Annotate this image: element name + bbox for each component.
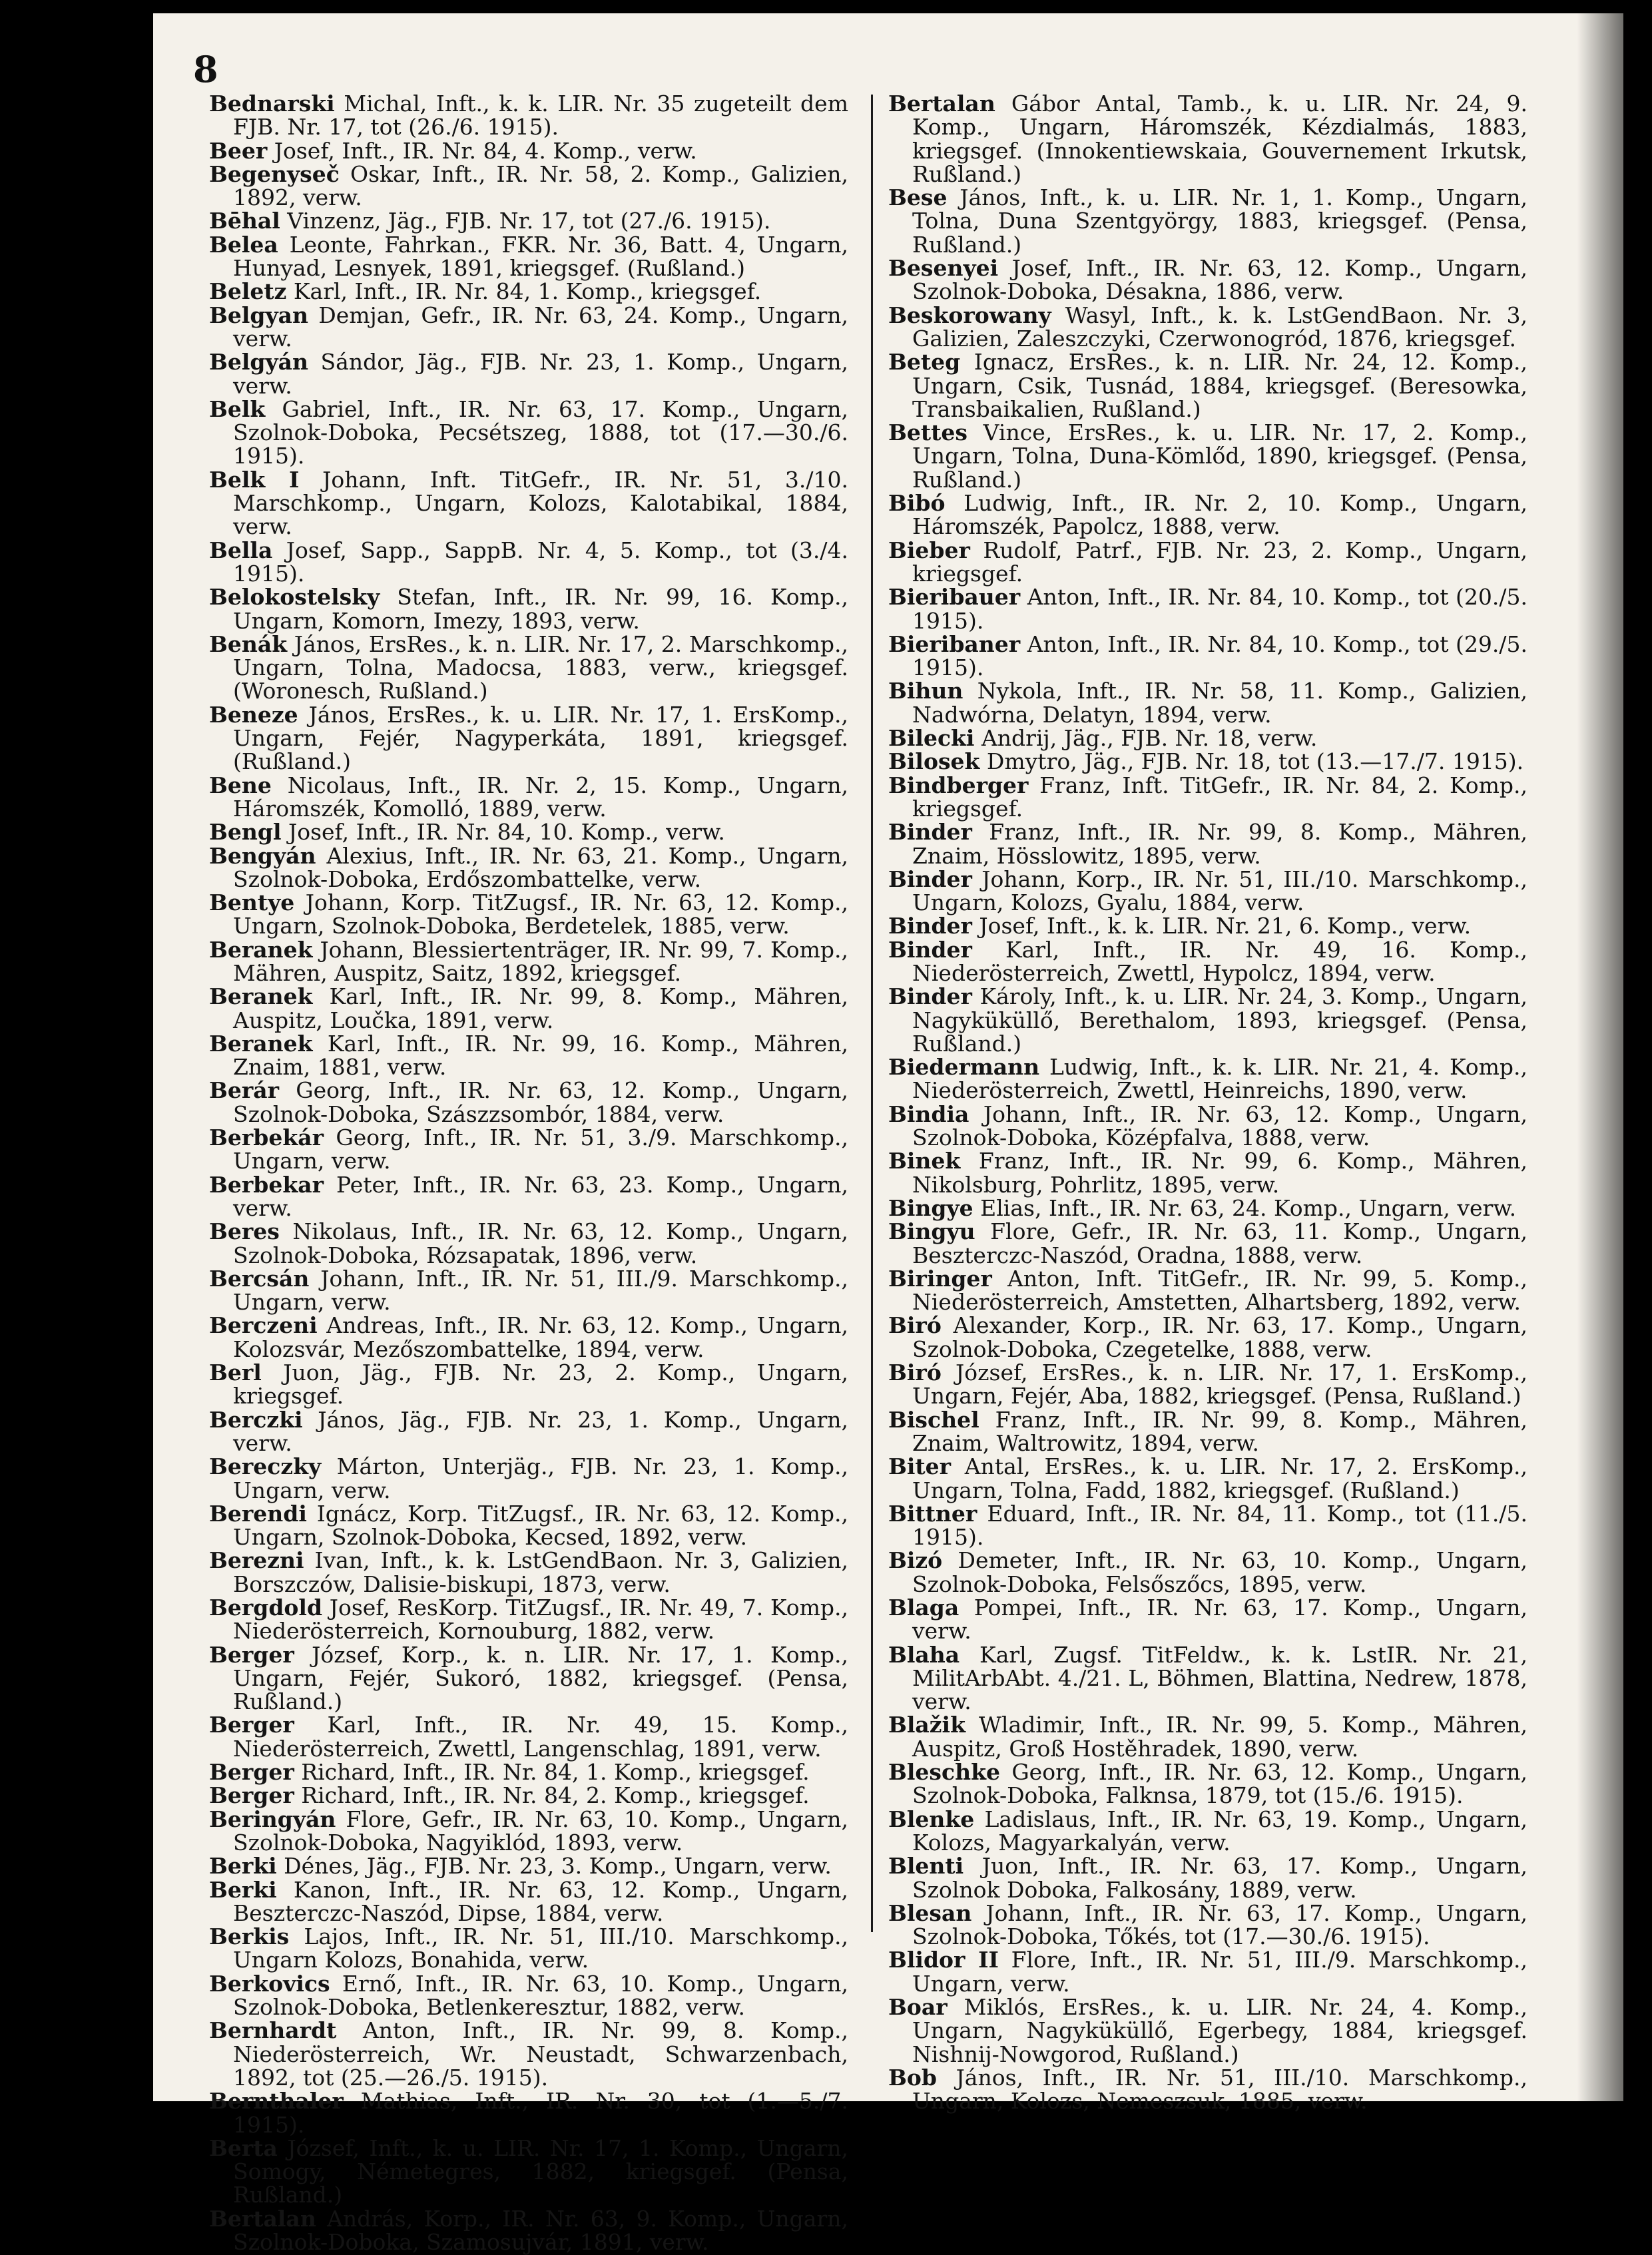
entry-surname: Berger: [209, 1759, 294, 1786]
register-entry: [888, 304, 1527, 351]
entry-details: János, ErsRes., k. n. LIR. Nr. 17, 2. Marschkomp., Ungarn, Tolna, Madocsa, 1883, verw., kriegsgef. (Woronesch, Rußland.): [233, 630, 848, 704]
register-entry: [888, 585, 1527, 632]
entry-details: Georg, Inft., IR. Nr. 63, 12. Komp., Ungarn, Szolnok-Doboka, Szászzsombór, 1884, verw.: [233, 1077, 848, 1127]
entry-details: Alexius, Inft., IR. Nr. 63, 21. Komp., Ungarn, Szolnok-Doboka, Erdőszombattelke, verw.: [233, 842, 848, 892]
entry-details: Josef, Sapp., SappB. Nr. 4, 5. Komp., tot (3./4. 1915).: [233, 537, 848, 587]
entry-details: Gábor Antal, Tamb., k. u. LIR. Nr. 24, 9. Komp., Ungarn, Háromszék, Kézdialmás, 1883, kriegsgef. (Innokentiewskaia, Gouvernement Irkutsk, Rußland.): [912, 91, 1527, 187]
entry-surname: Biró: [888, 1360, 942, 1386]
entry-details: Franz, Inft., IR. Nr. 99, 8. Komp., Mähren, Znaim, Hösslowitz, 1895, verw.: [912, 819, 1527, 869]
entry-surname: Bieribaner: [888, 630, 1021, 657]
entry-details: Demjan, Gefr., IR. Nr. 63, 24. Komp., Ungarn, verw.: [233, 302, 848, 352]
entry-details: Anton, Inft. TitGefr., IR. Nr. 99, 5. Komp., Niederösterreich, Amstetten, Alhartsberg, 1892, verw.: [912, 1265, 1527, 1316]
register-entry: [888, 1995, 1527, 2066]
entry-details: Josef, Inft., IR. Nr. 84, 4. Komp., verw.: [267, 137, 697, 164]
entry-surname: Beskorowany: [888, 302, 1051, 328]
register-entry: [209, 162, 848, 210]
entry-details: Ernő, Inft., IR. Nr. 63, 10. Komp., Ungarn, Szolnok-Doboka, Betlenkeresztur, 1882, verw.: [233, 1970, 848, 2021]
entry-surname: Bereczky: [209, 1453, 322, 1480]
entry-surname: Bercsán: [209, 1265, 310, 1292]
entry-details: Flore, Inft., IR. Nr. 51, III./9. Marschkomp., Ungarn, verw.: [912, 1947, 1527, 1997]
entry-details: Ivan, Inft., k. k. LstGendBaon. Nr. 3, Galizien, Borszczów, Dalisie-biskupi, 1873, verw.: [233, 1547, 848, 1597]
entry-surname: Bengyán: [209, 842, 316, 869]
entry-details: Johann, Korp., IR. Nr. 51, III./10. Marschkomp., Ungarn, Kolozs, Gyalu, 1884, verw.: [912, 866, 1527, 916]
entry-surname: Beletz: [209, 278, 287, 305]
entry-details: Rudolf, Patrf., FJB. Nr. 23, 2. Komp., Ungarn, kriegsgef.: [912, 537, 1527, 587]
entry-details: Karl, Inft., IR. Nr. 99, 8. Komp., Mähren, Auspitz, Loučka, 1891, verw.: [233, 983, 848, 1033]
entry-surname: Berta: [209, 2134, 278, 2161]
entry-details: Márton, Unterjäg., FJB. Nr. 23, 1. Komp., Ungarn, verw.: [233, 1453, 848, 1503]
entry-surname: Beteg: [888, 349, 961, 376]
register-entry: [209, 92, 848, 139]
register-entry: [209, 1032, 848, 1079]
entry-surname: Berezni: [209, 1547, 304, 1574]
entry-surname: Bella: [209, 537, 273, 563]
entry-details: János, Inft., k. u. LIR. Nr. 1, 1. Komp., Ungarn, Tolna, Duna Szentgyörgy, 1883, kriegsgef. (Pensa, Rußland.): [912, 184, 1527, 258]
entry-details: Georg, Inft., IR. Nr. 63, 12. Komp., Ungarn, Szolnok-Doboka, Falknsa, 1879, tot (15./6. 1915).: [912, 1759, 1527, 1809]
entry-details: József, Inft., k. u. LIR. Nr. 17, 1. Komp., Ungarn, Somogy, Németegres, 1882, kriegsgef. (Pensa, Rußland.): [233, 2134, 848, 2208]
entry-surname: Berczki: [209, 1406, 303, 1433]
register-entry: [209, 1408, 848, 1455]
entry-details: Flore, Gefr., IR. Nr. 63, 11. Komp., Ungarn, Beszterczc-Naszód, Oradna, 1888, verw.: [912, 1218, 1527, 1268]
entry-surname: Biedermann: [888, 1054, 1040, 1081]
register-entry: [209, 1878, 848, 1925]
register-entry: [888, 1713, 1527, 1760]
page-number: 8: [193, 48, 218, 91]
entry-details: Eduard, Inft., IR. Nr. 84, 11. Komp., tot (11./5. 1915).: [912, 1500, 1527, 1551]
entry-surname: Bentye: [209, 889, 295, 916]
register-entry: [888, 421, 1527, 491]
register-entry: [888, 820, 1527, 868]
entry-surname: Benák: [209, 630, 288, 657]
entry-surname: Besenyei: [888, 255, 999, 282]
entry-surname: Belokostelsky: [209, 584, 380, 611]
entry-surname: Bese: [888, 184, 948, 211]
entry-details: Anton, Inft., IR. Nr. 84, 10. Komp., tot (29./5. 1915).: [912, 630, 1527, 681]
entry-surname: Binder: [888, 866, 972, 892]
register-entry: [888, 1455, 1527, 1502]
entry-surname: Bengl: [209, 819, 282, 846]
register-entry: [209, 1502, 848, 1549]
entry-surname: Bibó: [888, 490, 946, 517]
entry-surname: Biringer: [888, 1265, 992, 1292]
entry-details: Peter, Inft., IR. Nr. 63, 23. Komp., Ungarn, verw.: [233, 1171, 848, 1221]
entry-surname: Blaha: [888, 1641, 960, 1668]
scan-edge-shadow: [1577, 13, 1623, 2101]
register-entry: [888, 1549, 1527, 1596]
entry-details: Dénes, Jäg., FJB. Nr. 23, 3. Komp., Ungarn, verw.: [276, 1853, 832, 1879]
register-entry: [209, 985, 848, 1032]
entry-details: Sándor, Jäg., FJB. Nr. 23, 1. Komp., Ungarn, verw.: [233, 349, 848, 399]
entry-surname: Bleschke: [888, 1759, 1000, 1786]
register-entry: [209, 1784, 848, 1807]
entry-surname: Berkis: [209, 1923, 290, 1950]
entry-surname: Berger: [209, 1641, 294, 1668]
register-entry: [209, 1643, 848, 1714]
entry-details: Franz, Inft. TitGefr., IR. Nr. 84, 2. Komp., kriegsgef.: [912, 772, 1527, 822]
register-entry: [209, 820, 848, 844]
entry-details: Karl, Inft., IR. Nr. 49, 15. Komp., Niederösterreich, Zwettl, Langenschlag, 1891, verw.: [233, 1712, 848, 1762]
register-entry: [209, 1126, 848, 1173]
register-entry: [888, 938, 1527, 985]
entry-surname: Bēhal: [209, 208, 280, 234]
entry-surname: Belk I: [209, 466, 300, 493]
entry-details: Gabriel, Inft., IR. Nr. 63, 17. Komp., Ungarn, Szolnok-Doboka, Pecsétszeg, 1888, tot (17.—30./6. 1915).: [233, 395, 848, 469]
entry-details: Vinzenz, Jäg., FJB. Nr. 17, tot (27./6. 1915).: [280, 208, 771, 234]
entry-surname: Belgyán: [209, 349, 309, 376]
entry-details: Nykola, Inft., IR. Nr. 58, 11. Komp., Galizien, Nadwórna, Delatyn, 1894, verw.: [912, 678, 1527, 728]
entry-details: Johann, Blessiertenträger, IR. Nr. 99, 7. Komp., Mähren, Auspitz, Saitz, 1892, kriegsgef.: [233, 936, 848, 986]
entry-details: Richard, Inft., IR. Nr. 84, 1. Komp., kriegsgef.: [294, 1759, 810, 1786]
register-entry: [888, 1103, 1527, 1150]
entry-surname: Beer: [209, 137, 268, 164]
entry-surname: Belea: [209, 231, 278, 258]
entry-surname: Bernthaler: [209, 2088, 344, 2115]
entry-surname: Berger: [209, 1712, 294, 1738]
register-entry: [209, 1854, 848, 1878]
entry-surname: Berár: [209, 1077, 280, 1104]
entry-surname: Bihun: [888, 678, 964, 704]
entry-surname: Berczeni: [209, 1312, 318, 1339]
entry-surname: Boar: [888, 1994, 948, 2021]
entry-details: Anton, Inft., IR. Nr. 84, 10. Komp., tot (20./5. 1915).: [912, 584, 1527, 634]
entry-details: Juon, Jäg., FJB. Nr. 23, 2. Komp., Ungarn, kriegsgef.: [233, 1360, 848, 1409]
register-entry: [209, 2089, 848, 2136]
entry-surname: Berbekár: [209, 1125, 324, 1151]
register-entry: [209, 1361, 848, 1408]
entry-surname: Blažik: [888, 1712, 965, 1738]
register-entry: [888, 186, 1527, 256]
entry-details: Michal, Inft., k. k. LIR. Nr. 35 zugeteilt dem FJB. Nr. 17, tot (26./6. 1915).: [233, 91, 848, 140]
entry-surname: Berbekar: [209, 1171, 324, 1198]
register-entry: [209, 703, 848, 774]
entry-details: Károly, Inft., k. u. LIR. Nr. 24, 3. Komp., Ungarn, Nagyküküllő, Berethalom, 1893, kriegsgef. (Pensa, Rußland.): [912, 983, 1527, 1057]
register-entry: [888, 539, 1527, 586]
register-entry: [209, 585, 848, 632]
entry-surname: Biter: [888, 1453, 952, 1480]
register-entry: [209, 1455, 848, 1502]
register-entry: [888, 679, 1527, 726]
register-entry: [888, 1901, 1527, 1949]
entry-details: András, Korp., IR. Nr. 63, 9. Komp., Ungarn, Szolnok-Doboka, Szamosujvár, 1891, verw.: [233, 2205, 848, 2255]
entry-details: Ladislaus, Inft., IR. Nr. 63, 19. Komp., Ungarn, Kolozs, Magyarkalyán, verw.: [912, 1806, 1527, 1856]
entry-surname: Bieribauer: [888, 584, 1021, 611]
register-entry: [209, 632, 848, 703]
entry-surname: Binder: [888, 983, 972, 1010]
register-entry: [209, 139, 848, 162]
register-entry: [888, 350, 1527, 421]
register-entry: [888, 1854, 1527, 1901]
register-entry: [888, 1808, 1527, 1855]
entry-details: Stefan, Inft., IR. Nr. 99, 16. Komp., Ungarn, Komorn, Imezy, 1893, verw.: [233, 584, 848, 634]
entry-details: Ignacz, ErsRes., k. n. LIR. Nr. 24, 12. Komp., Ungarn, Csik, Tusnád, 1884, kriegsgef. (Beresowka, Transbaikalien, Rußland.): [912, 349, 1527, 422]
register-entry: [209, 397, 848, 468]
register-entry: [888, 1948, 1527, 1995]
register-entry: [209, 1267, 848, 1314]
entry-details: Josef, Inft., k. k. LIR. Nr. 21, 6. Komp., verw.: [971, 913, 1472, 939]
entry-surname: Belgyan: [209, 302, 309, 328]
entry-surname: Beranek: [209, 1030, 313, 1057]
register-entry: [888, 1408, 1527, 1455]
register-entry: [888, 1055, 1527, 1103]
entry-details: Johann, Inft., IR. Nr. 63, 12. Komp., Ungarn, Szolnok-Doboka, Középfalva, 1888, verw.: [912, 1101, 1527, 1151]
register-entry: [888, 1149, 1527, 1196]
entry-details: Dmytro, Jäg., FJB. Nr. 18, tot (13.—17./7. 1915).: [979, 748, 1524, 775]
entry-surname: Bettes: [888, 419, 967, 446]
register-entry: [209, 2019, 848, 2089]
register-entry: [209, 1220, 848, 1267]
entry-details: Josef, ResKorp. TitZugsf., IR. Nr. 49, 7. Komp., Niederösterreich, Kornouburg, 1882, verw.: [233, 1595, 848, 1644]
entry-details: János, ErsRes., k. u. LIR. Nr. 17, 1. ErsKomp., Ungarn, Fejér, Nagyperkáta, 1891, kriegsgef. (Rußland.): [233, 701, 848, 775]
entry-surname: Biró: [888, 1312, 942, 1339]
entry-surname: Bieber: [888, 537, 970, 563]
register-entry: [888, 774, 1527, 821]
entry-details: Johann, Inft. TitGefr., IR. Nr. 51, 3./10. Marschkomp., Ungarn, Kolozs, Kalotabikal, 1884, verw.: [233, 466, 849, 540]
entry-surname: Beres: [209, 1218, 280, 1245]
entry-details: János, Jäg., FJB. Nr. 23, 1. Komp., Ungarn, verw.: [233, 1406, 848, 1456]
entry-surname: Berkovics: [209, 1970, 330, 1997]
document-page: [153, 13, 1623, 2255]
entry-details: János, Inft., IR. Nr. 51, III./10. Marschkomp., Ungarn, Kolozs, Nemeszsuk, 1885, verw.: [912, 2064, 1527, 2115]
entry-details: Josef, Inft., IR. Nr. 84, 10. Komp., verw.: [281, 819, 725, 846]
entry-surname: Bertalan: [209, 2205, 316, 2232]
entry-details: Ludwig, Inft., k. k. LIR. Nr. 21, 4. Komp., Niederösterreich, Zwettl, Heinreichs, 1890, verw.: [912, 1054, 1527, 1104]
entry-details: Oskar, Inft., IR. Nr. 58, 2. Komp., Galizien, 1892, verw.: [233, 160, 848, 211]
register-entry: [209, 1549, 848, 1596]
entry-surname: Bilosek: [888, 748, 980, 775]
entry-details: Ignácz, Korp. TitZugsf., IR. Nr. 63, 12. Komp., Ungarn, Szolnok-Doboka, Kecsed, 1892, verw.: [233, 1500, 848, 1551]
register-entry: [888, 750, 1527, 773]
entry-details: Elias, Inft., IR. Nr. 63, 24. Komp., Ungarn, verw.: [973, 1194, 1517, 1221]
entry-details: Vince, ErsRes., k. u. LIR. Nr. 17, 2. Komp., Ungarn, Tolna, Duna-Kömlőd, 1890, kriegsgef. (Pensa, Rußland.): [912, 419, 1527, 493]
register-entry: [209, 891, 848, 938]
register-entry: [209, 1314, 848, 1361]
entry-details: Johann, Inft., IR. Nr. 51, III./9. Marschkomp., Ungarn, verw.: [233, 1265, 848, 1316]
entry-surname: Bob: [888, 2064, 937, 2091]
entry-surname: Beringyán: [209, 1806, 336, 1832]
register-entry: [209, 1596, 848, 1643]
register-entry: [209, 209, 848, 232]
entry-surname: Bindberger: [888, 772, 1029, 798]
entry-surname: Blidor II: [888, 1947, 999, 1973]
entry-details: Karl, Zugsf. TitFeldw., k. k. LstIR. Nr. 21, MilitArbAbt. 4./21. L, Böhmen, Blattina, Nedrew, 1878, verw.: [912, 1641, 1527, 1715]
entry-surname: Blaga: [888, 1595, 960, 1621]
register-entry: [888, 256, 1527, 304]
entry-surname: Binder: [888, 913, 972, 939]
entry-surname: Bene: [209, 772, 272, 798]
entry-surname: Beranek: [209, 983, 313, 1010]
entry-details: Karl, Inft., IR. Nr. 84, 1. Komp., kriegsgef.: [286, 278, 762, 305]
entry-details: Antal, ErsRes., k. u. LIR. Nr. 17, 2. ErsKomp., Ungarn, Tolna, Fadd, 1882, kriegsgef. (Rußland.): [912, 1453, 1527, 1503]
register-entry: [209, 1925, 848, 1972]
register-entry: [888, 632, 1527, 680]
entry-surname: Berki: [209, 1853, 277, 1879]
entry-surname: Begenyseč: [209, 160, 340, 187]
entry-surname: Belk: [209, 395, 266, 422]
entry-details: Josef, Inft., IR. Nr. 63, 12. Komp., Ungarn, Szolnok-Doboka, Désakna, 1886, verw.: [912, 255, 1527, 305]
entry-surname: Bilecki: [888, 725, 975, 752]
entry-surname: Berendi: [209, 1500, 307, 1527]
register-entry: [888, 2066, 1527, 2113]
entry-surname: Binder: [888, 936, 972, 963]
entry-surname: Binek: [888, 1148, 961, 1174]
register-entry: [209, 1808, 848, 1855]
entry-details: Wasyl, Inft., k. k. LstGendBaon. Nr. 3, Galizien, Zaleszczyki, Czerwonogród, 1876, kriegsgef.: [912, 302, 1527, 352]
register-entry: [209, 1079, 848, 1126]
register-entry: [888, 1643, 1527, 1714]
register-entry: [209, 350, 848, 397]
register-entry: [209, 2136, 848, 2207]
register-entry: [888, 1760, 1527, 1808]
entry-details: Karl, Inft., IR. Nr. 99, 16. Komp., Mähren, Znaim, 1881, verw.: [233, 1030, 848, 1081]
entry-details: Franz, Inft., IR. Nr. 99, 8. Komp., Mähren, Znaim, Waltrowitz, 1894, verw.: [912, 1406, 1527, 1456]
register-entry: [209, 774, 848, 821]
entry-details: Mathias, Inft., IR. Nr. 30, tot (1.—5./7. 1915).: [233, 2088, 848, 2138]
entry-surname: Blesan: [888, 1899, 972, 1926]
register-entry: [888, 1361, 1527, 1408]
entry-details: Karl, Inft., IR. Nr. 49, 16. Komp., Niederösterreich, Zwettl, Hypolcz, 1894, verw.: [912, 936, 1527, 986]
entry-details: Johann, Korp. TitZugsf., IR. Nr. 63, 12. Komp., Ungarn, Szolnok-Doboka, Berdetelek, 1885, verw.: [233, 889, 848, 939]
register-entry: [888, 491, 1527, 539]
entry-details: Flore, Gefr., IR. Nr. 63, 10. Komp., Ungarn, Szolnok-Doboka, Nagyiklód, 1893, verw.: [233, 1806, 848, 1856]
register-entry: [888, 985, 1527, 1055]
register-entry: [209, 280, 848, 303]
entry-details: Nikolaus, Inft., IR. Nr. 63, 12. Komp., Ungarn, Szolnok-Doboka, Rózsapatak, 1896, verw.: [233, 1218, 848, 1268]
entry-details: Leonte, Fahrkan., FKR. Nr. 36, Batt. 4, Ungarn, Hunyad, Lesnyek, 1891, kriegsgef. (Rußland.): [233, 231, 848, 282]
entry-details: Ludwig, Inft., IR. Nr. 2, 10. Komp., Ungarn, Háromszék, Papolcz, 1888, verw.: [912, 490, 1527, 540]
register-entry: [209, 1173, 848, 1220]
entry-details: Richard, Inft., IR. Nr. 84, 2. Komp., kriegsgef.: [294, 1782, 810, 1809]
entry-details: Kanon, Inft., IR. Nr. 63, 12. Komp., Ungarn, Beszterczc-Naszód, Dipse, 1884, verw.: [233, 1876, 848, 1926]
register-entry: [888, 1596, 1527, 1643]
register-entry: [888, 92, 1527, 186]
entry-surname: Bingye: [888, 1194, 973, 1221]
entry-surname: Bingyu: [888, 1218, 975, 1245]
entry-surname: Bernhardt: [209, 2017, 337, 2044]
right-column: [888, 92, 1527, 2113]
entry-details: Wladimir, Inft., IR. Nr. 99, 5. Komp., Mähren, Auspitz, Groß Hostěhradek, 1890, verw.: [912, 1712, 1527, 1762]
entry-details: Andreas, Inft., IR. Nr. 63, 12. Komp., Ungarn, Kolozsvár, Mezőszombattelke, 1894, verw.: [233, 1312, 848, 1362]
entry-surname: Berger: [209, 1782, 294, 1809]
register-entry: [888, 1220, 1527, 1267]
entry-details: József, Korp., k. n. LIR. Nr. 17, 1. Komp., Ungarn, Fejér, Sukoró, 1882, kriegsgef. (Pensa, Rußland.): [233, 1641, 848, 1715]
register-entry: [209, 1972, 848, 2019]
entry-surname: Binder: [888, 819, 972, 846]
entry-surname: Bergdold: [209, 1595, 323, 1621]
register-entry: [209, 233, 848, 280]
register-entry: [209, 1713, 848, 1760]
register-entry: [209, 938, 848, 985]
entry-surname: Blenke: [888, 1806, 975, 1832]
register-entry: [888, 868, 1527, 915]
entry-details: Andrij, Jäg., FJB. Nr. 18, verw.: [974, 725, 1318, 752]
entry-details: Georg, Inft., IR. Nr. 51, 3./9. Marschkomp., Ungarn, verw.: [233, 1125, 848, 1174]
entry-surname: Berki: [209, 1876, 277, 1903]
register-entry: [888, 914, 1527, 937]
register-entry: [888, 1267, 1527, 1314]
entry-details: Alexander, Korp., IR. Nr. 63, 17. Komp., Ungarn, Szolnok-Doboka, Czegetelke, 1888, verw.: [912, 1312, 1527, 1362]
entry-details: Miklós, ErsRes., k. u. LIR. Nr. 24, 4. Komp., Ungarn, Nagyküküllő, Egerbegy, 1884, kriegsgef. Nishnij-Nowgorod, Rußland.): [912, 1994, 1527, 2067]
register-entry: [888, 1314, 1527, 1361]
register-entry: [209, 1760, 848, 1784]
entry-details: Pompei, Inft., IR. Nr. 63, 17. Komp., Ungarn, verw.: [912, 1595, 1527, 1644]
column-divider: [871, 95, 873, 1932]
entry-surname: Berl: [209, 1360, 262, 1386]
register-entry: [888, 1502, 1527, 1549]
register-entry: [209, 304, 848, 351]
register-entry: [209, 468, 848, 539]
entry-details: Anton, Inft., IR. Nr. 99, 8. Komp., Niederösterreich, Wr. Neustadt, Schwarzenbach, 1892, tot (25.—26./5. 1915).: [233, 2017, 848, 2091]
entry-details: Johann, Inft., IR. Nr. 63, 17. Komp., Ungarn, Szolnok-Doboka, Tőkés, tot (17.—30./6. 1915).: [912, 1899, 1527, 1950]
entry-details: Franz, Inft., IR. Nr. 99, 6. Komp., Mähren, Nikolsburg, Pohrlitz, 1895, verw.: [912, 1148, 1527, 1198]
entry-details: Nicolaus, Inft., IR. Nr. 2, 15. Komp., Ungarn, Háromszék, Komolló, 1889, verw.: [233, 772, 848, 822]
entry-details: Juon, Inft., IR. Nr. 63, 17. Komp., Ungarn, Szolnok Doboka, Falkosány, 1889, verw.: [912, 1853, 1527, 1903]
entry-surname: Bittner: [888, 1500, 977, 1527]
register-entry: [209, 539, 848, 586]
entry-details: Demeter, Inft., IR. Nr. 63, 10. Komp., Ungarn, Szolnok-Doboka, Felsőszőcs, 1895, verw.: [912, 1547, 1527, 1597]
register-entry: [209, 844, 848, 891]
entry-surname: Blenti: [888, 1853, 964, 1879]
entry-details: Lajos, Inft., IR. Nr. 51, III./10. Marschkomp., Ungarn Kolozs, Bonahida, verw.: [233, 1923, 848, 1973]
register-entry: [888, 1196, 1527, 1220]
entry-surname: Bizó: [888, 1547, 943, 1574]
entry-surname: Bindia: [888, 1101, 969, 1127]
register-entry: [888, 726, 1527, 750]
entry-surname: Bednarski: [209, 91, 335, 117]
entry-surname: Beneze: [209, 701, 298, 728]
entry-surname: Bertalan: [888, 91, 995, 117]
entry-surname: Bischel: [888, 1406, 979, 1433]
entry-surname: Beranek: [209, 936, 313, 963]
left-column: [209, 92, 848, 2254]
register-entry: [209, 2207, 848, 2254]
entry-details: József, ErsRes., k. n. LIR. Nr. 17, 1. ErsKomp., Ungarn, Fejér, Aba, 1882, kriegsgef. (Pensa, Rußland.): [912, 1360, 1527, 1409]
